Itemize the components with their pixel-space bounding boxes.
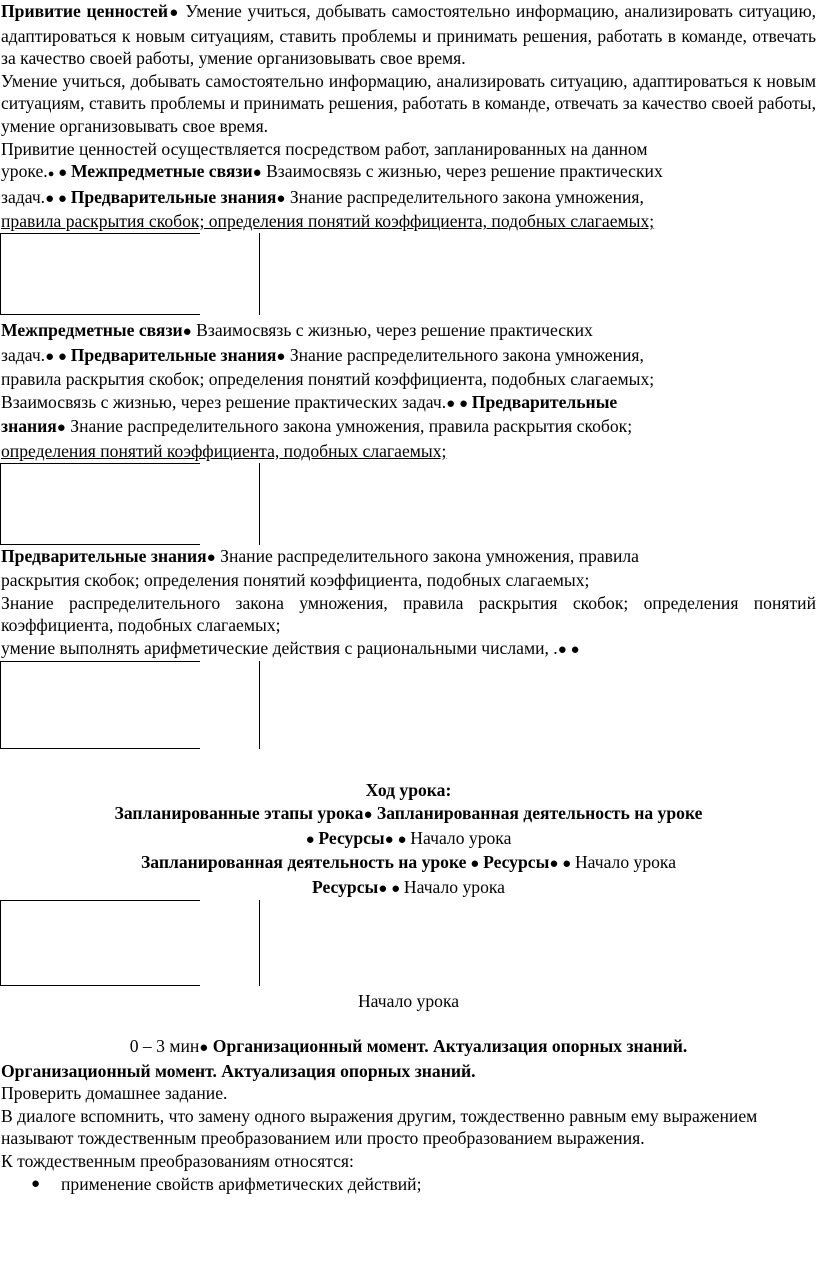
list-item-text: применение свойств арифметических действий; xyxy=(61,1173,422,1194)
transformations-list xyxy=(0,1173,816,1196)
prior-knowledge-heading: Предварительные знания xyxy=(1,545,207,566)
prior-knowledge-heading: Предварительные xyxy=(471,391,618,412)
bullet-icon: ● ● xyxy=(378,880,404,897)
resources-heading: Ресурсы xyxy=(318,827,385,848)
prior-knowledge-text: Знание распределительного закона умножения, xyxy=(285,186,644,207)
lesson-start-text: Начало урока xyxy=(403,876,505,897)
values-paragraph xyxy=(0,0,816,70)
prior-knowledge-text-cont: определения понятий коэффициента, подобных слагаемых; xyxy=(1,440,447,461)
lesson-plan-line-3 xyxy=(0,851,816,876)
prior-knowledge-heading: Предварительные знания xyxy=(70,344,277,365)
list-intro: К тождественным преобразованиям относятся: xyxy=(1,1151,354,1171)
prior-knowledge-text-cont: правила раскрытия скобок; определения понятий коэффициента, подобных слагаемых; xyxy=(1,369,655,390)
bullet-icon: ● ● xyxy=(549,856,575,873)
stage-title: Организационный момент. Актуализация опорных знаний. xyxy=(208,1036,688,1057)
prior-knowledge-heading-cont: знания xyxy=(1,416,57,437)
arithmetic-skill-text: умение выполнять арифметические действия с рациональными числами, . xyxy=(1,637,558,658)
bullet-icon: ● xyxy=(54,165,71,182)
interdisciplinary-text-2: Взаимосвязь с жизнью, через решение практических задач. xyxy=(1,391,447,412)
empty-table-cell xyxy=(0,463,260,545)
list-item xyxy=(31,1173,816,1196)
bullet-icon: ● xyxy=(276,348,286,365)
interdisciplinary-heading: Межпредметные связи xyxy=(70,161,253,182)
lesson-plan-line-1 xyxy=(0,802,816,827)
prior-knowledge-text: Знание распределительного закона умножения, правила xyxy=(215,545,639,566)
prior-knowledge-heading: Предварительные знания xyxy=(70,186,277,207)
bullet-icon: ● xyxy=(182,323,192,340)
bullet-icon: ● ● xyxy=(45,348,71,365)
planned-activity-heading: Запланированная деятельность на уроке xyxy=(140,852,467,873)
bullet-icon: ● xyxy=(31,1175,41,1192)
interdisciplinary-text: Взаимосвязь с жизнью, через решение практических xyxy=(261,161,663,182)
lesson-start-text: Начало урока xyxy=(410,827,512,848)
lesson-start-text: Начало урока xyxy=(574,852,677,873)
dialog-paragraph: В диалоге вспомнить, что замену одного выражения другим, тождественно равным ему выражением называют тождественным преобразованием или просто преобразованием выражения. xyxy=(1,1105,758,1149)
empty-table-cell xyxy=(0,900,260,986)
empty-table-cell xyxy=(0,233,260,315)
prior-knowledge-text-cont: раскрытия скобок; определения понятий коэффициента, подобных слагаемых; xyxy=(1,570,590,591)
interdisciplinary-paragraph xyxy=(0,319,816,463)
lesson-text: уроке. xyxy=(1,161,48,182)
values-realization-line: Привитие ценностей осуществляется посредством работ, запланированных на данном xyxy=(1,138,648,159)
bullet-icon: ● xyxy=(199,1040,209,1057)
bullet-icon: ● xyxy=(276,190,286,207)
planned-activity-heading: Запланированная деятельность на уроке xyxy=(372,803,703,824)
prior-knowledge-repeat: Знание распределительного закона умножения, правила раскрытия скобок; определения понятий коэффициента, подобных слагаемых; xyxy=(1,592,816,636)
bullet-icon: ● xyxy=(252,165,262,182)
prior-knowledge-text-cont: правила раскрытия скобок; определения понятий коэффициента, подобных слагаемых; xyxy=(1,211,655,232)
lesson-plan-line-2 xyxy=(0,827,816,852)
bullet-icon: ● xyxy=(56,420,66,437)
arithmetic-skill xyxy=(0,637,816,662)
bullet-icon: ● xyxy=(167,5,180,21)
values-text: Умение учиться, добывать самостоятельно информацию, анализировать ситуацию, адаптироваться к новым ситуациям, ставить проблемы и принимать решения, работать в команде, отвечать за качество своей работы, умение организовывать свое время. xyxy=(1,1,816,69)
bullet-icon: ● xyxy=(466,856,484,873)
empty-table-cell xyxy=(0,661,260,749)
check-homework: Проверить домашнее задание. xyxy=(1,1083,228,1104)
stage-line xyxy=(0,1035,816,1060)
resources-heading: Ресурсы xyxy=(312,876,379,897)
stage-time: 0 – 3 мин xyxy=(129,1036,200,1057)
lesson-heading xyxy=(0,779,816,802)
values-realization-paragraph xyxy=(0,138,816,233)
prior-knowledge-text: Знание распределительного закона умножения, xyxy=(285,344,644,365)
bullet-icon: ● xyxy=(206,549,216,566)
tasks-text: задач. xyxy=(1,344,46,365)
tasks-text: задач. xyxy=(1,186,46,207)
interdisciplinary-text: Взаимосвязь с жизнью, через решение практических xyxy=(191,319,593,340)
bullet-icon: ● ● xyxy=(557,641,580,658)
lesson-start: Начало урока xyxy=(357,991,460,1012)
bullet-icon: ● xyxy=(363,807,373,824)
bullet-icon: ● xyxy=(305,831,319,848)
prior-knowledge-text: Знание распределительного закона умножения, правила раскрытия скобок; xyxy=(65,416,633,437)
planned-stages-heading: Запланированные этапы урока xyxy=(114,803,364,824)
interdisciplinary-heading: Межпредметные связи xyxy=(1,319,183,340)
stage-title-text: Организационный момент. Актуализация опорных знаний. xyxy=(1,1060,476,1081)
bullet-icon: ● ● xyxy=(45,190,71,207)
resources-heading: Ресурсы xyxy=(483,852,550,873)
bullet-icon: ● ● xyxy=(446,395,472,412)
lesson-heading-text: Ход урока: xyxy=(365,780,452,801)
values-heading: Привитие ценностей xyxy=(1,1,168,21)
prior-knowledge-paragraph xyxy=(0,545,816,592)
bullet-icon: ● xyxy=(47,168,55,181)
skills-paragraph: Умение учиться, добывать самостоятельно информацию, анализировать ситуацию, адаптироваться к новым ситуациям, ставить проблемы и принимать решения, работать в команде, отвечать за качество своей работы, умение организовывать свое время. xyxy=(1,70,816,136)
stage-title-repeat xyxy=(0,1060,816,1083)
bullet-icon: ● ● xyxy=(384,831,411,848)
lesson-plan-line-4 xyxy=(0,876,816,901)
